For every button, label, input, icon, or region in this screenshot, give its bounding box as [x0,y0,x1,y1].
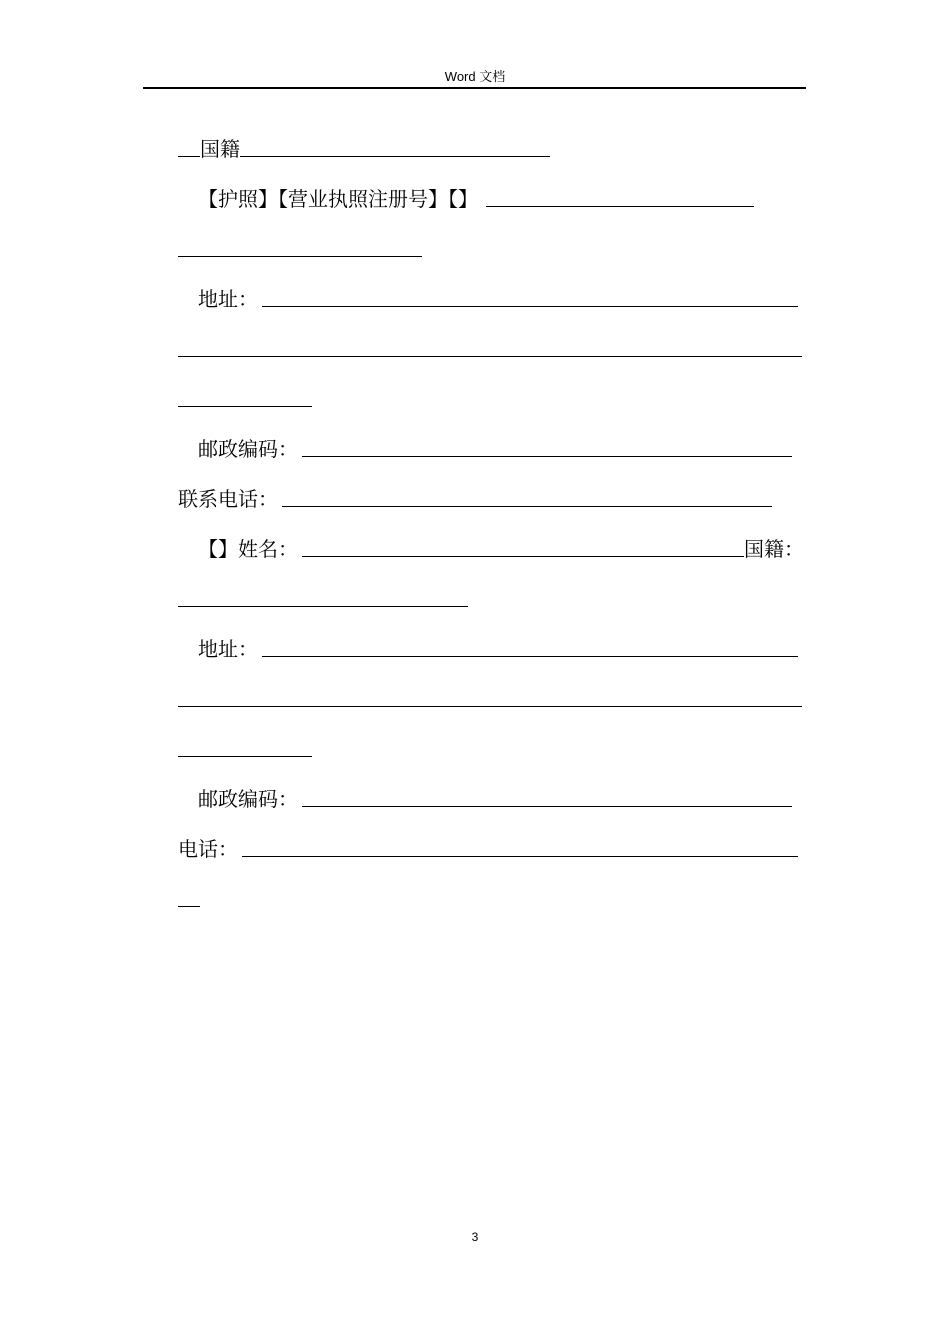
address-label: 地址： [198,287,258,311]
nationality-continuation [178,580,468,612]
contact-phone-line [178,480,772,512]
name-line [198,530,804,562]
address-label-2: 地址： [198,637,258,661]
id-type-label: 【护照】【营业执照注册号】【】 [198,187,478,211]
nationality-blank-2[interactable] [178,606,468,607]
address-blank[interactable] [262,306,798,307]
postcode-blank[interactable] [302,456,792,457]
name-label: 【】姓名： [198,537,298,561]
id-number-continuation [178,230,422,262]
address-blank-2[interactable] [262,656,798,657]
address-line [198,280,798,312]
address-continuation-short [178,380,312,412]
address-line-2 [198,630,798,662]
postcode-blank-2[interactable] [302,806,792,807]
address-blank-continued[interactable] [178,356,802,357]
contact-phone-label: 联系电话： [178,487,278,511]
page-header-title: Word 文档 [444,69,506,84]
phone-label: 电话： [178,837,238,861]
postcode-line-2 [198,780,792,812]
nationality-label-2: 国籍： [744,537,804,561]
postcode-label-2: 邮政编码： [198,787,298,811]
phone-blank[interactable] [242,856,798,857]
address-continuation-2 [178,680,802,712]
postcode-line [198,430,792,462]
id-type-line [198,180,754,212]
header-divider [143,87,806,89]
address-continuation-short-2 [178,730,312,762]
address-continuation [178,330,802,362]
address-blank-2-end[interactable] [178,756,312,757]
nationality-label: 国籍 [200,137,240,161]
nationality-line [178,130,550,162]
address-blank-end[interactable] [178,406,312,407]
phone-blank-end[interactable] [178,906,200,907]
blank-underline [178,156,200,157]
id-number-blank-continued[interactable] [178,256,422,257]
phone-continuation [178,880,200,912]
id-number-blank[interactable] [486,206,754,207]
nationality-blank[interactable] [240,156,550,157]
name-blank[interactable] [302,556,744,557]
address-blank-2-continued[interactable] [178,706,802,707]
contact-phone-blank[interactable] [282,506,772,507]
postcode-label: 邮政编码： [198,437,298,461]
phone-line [178,830,798,862]
page-number: 3 [471,1230,479,1244]
